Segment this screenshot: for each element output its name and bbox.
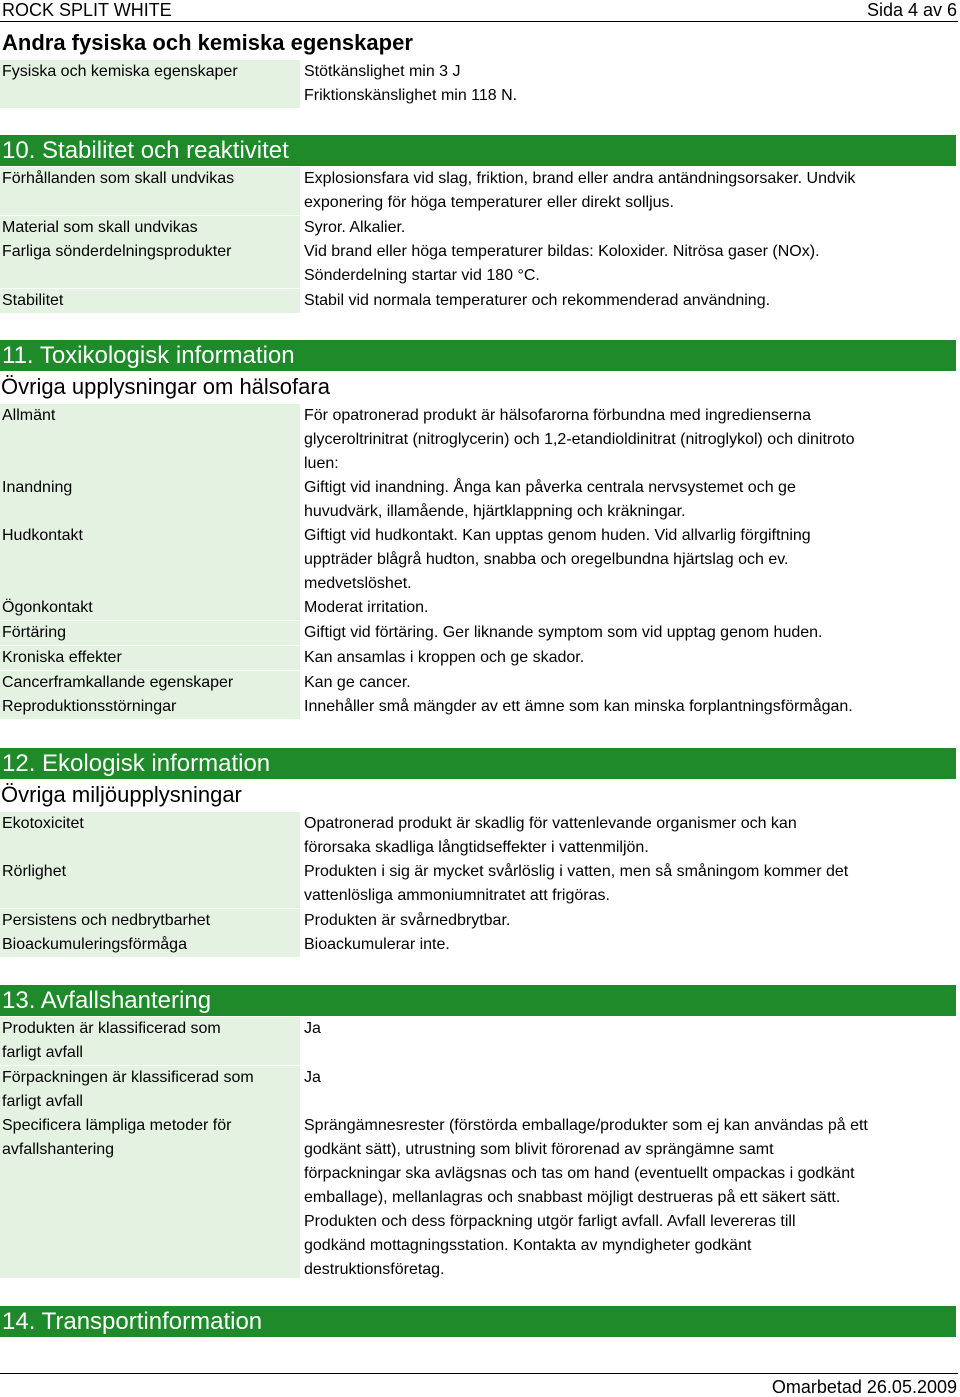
row-value: Produkten i sig är mycket svårlöslig i vatten, men så småningom kommer det vattenlösliga ammoniumnitratet att frigöras. xyxy=(304,863,849,904)
row-value: Giftigt vid förtäring. Ger liknande symptom som vid upptag genom huden. xyxy=(304,624,823,641)
table-row xyxy=(0,60,958,108)
table-row xyxy=(0,289,958,313)
table-row xyxy=(0,860,958,908)
row-label: Reproduktionsstörningar xyxy=(0,695,300,719)
row-value: Giftigt vid inandning. Ånga kan påverka centrala nervsystemet och ge huvudvärk, illamående, hjärtklappning och kräkningar. xyxy=(304,479,796,520)
product-name: ROCK SPLIT WHITE xyxy=(2,0,172,20)
section-11-title: 11. Toxikologisk information xyxy=(0,340,956,371)
table-row xyxy=(0,695,958,719)
table-row xyxy=(0,1066,958,1114)
table-row xyxy=(0,524,958,596)
section-13-title: 13. Avfallshantering xyxy=(0,985,956,1016)
row-value: Stötkänslighet min 3 J Friktionskänslighet min 118 N. xyxy=(304,63,518,104)
row-value: Produkten är svårnedbrytbar. xyxy=(304,912,511,929)
section-12-subtitle: Övriga miljöupplysningar xyxy=(1,782,242,807)
row-value: Kan ansamlas i kroppen och ge skador. xyxy=(304,649,585,666)
section-9-subtitle: Andra fysiska och kemiska egenskaper xyxy=(2,30,413,55)
table-row xyxy=(0,1017,958,1065)
table-row xyxy=(0,812,958,860)
row-label: Cancerframkallande egenskaper xyxy=(0,671,300,695)
row-value: Moderat irritation. xyxy=(304,599,429,616)
section-14-title: 14. Transportinformation xyxy=(0,1306,956,1337)
row-value: Opatronerad produkt är skadlig för vattenlevande organismer och kan förorsaka skadliga långtidseffekter i vattenmiljön. xyxy=(304,815,797,856)
table-row xyxy=(0,671,958,695)
row-value: Explosionsfara vid slag, friktion, brand eller andra antändningsorsaker. Undvik exponering för höga temperaturer eller direkt solljus. xyxy=(304,170,856,211)
row-value: Kan ge cancer. xyxy=(304,674,411,691)
row-label: Förtäring xyxy=(0,621,300,645)
row-label: Bioackumuleringsförmåga xyxy=(0,933,300,957)
row-value: Ja xyxy=(304,1020,321,1037)
row-label: Allmänt xyxy=(0,404,300,476)
page-number: Sida 4 av 6 xyxy=(866,0,957,20)
table-row xyxy=(0,216,958,240)
row-value: För opatronerad produkt är hälsofarorna förbundna med ingredienserna glyceroltrinitrat (nitroglycerin) och 1,2-etandioldinitrat (nitroglykol) och dinitroto luen: xyxy=(304,407,855,472)
row-label: Kroniska effekter xyxy=(0,646,300,670)
header-rule xyxy=(0,21,958,22)
section-10-title: 10. Stabilitet och reaktivitet xyxy=(0,135,956,166)
row-label: Farliga sönderdelningsprodukter xyxy=(0,240,300,288)
table-row xyxy=(0,909,958,933)
row-label: Inandning xyxy=(0,476,300,524)
table-row xyxy=(0,933,958,957)
row-label: Rörlighet xyxy=(0,860,300,908)
row-label: Stabilitet xyxy=(0,289,300,313)
row-label: Material som skall undvikas xyxy=(0,216,300,240)
row-label: Produkten är klassificerad som farligt avfall xyxy=(0,1017,300,1065)
row-value: Ja xyxy=(304,1069,321,1086)
table-row xyxy=(0,621,958,645)
row-value: Giftigt vid hudkontakt. Kan upptas genom huden. Vid allvarlig förgiftning uppträder blågrå hudton, snabba och oregelbundna hjärtslag och ev. medvetslöshet. xyxy=(304,527,811,592)
section-12-title: 12. Ekologisk information xyxy=(0,748,956,779)
row-label: Hudkontakt xyxy=(0,524,300,596)
footer-rule xyxy=(0,1373,958,1374)
table-row xyxy=(0,596,958,620)
section-11-subtitle: Övriga upplysningar om hälsofara xyxy=(1,374,330,399)
row-label: Persistens och nedbrytbarhet xyxy=(0,909,300,933)
row-value: Sprängämnesrester (förstörda emballage/produkter som ej kan användas på ett godkänt sätt), utrustning som blivit förorenad av sprängämne samt förpackningar ska avlägsnas och tas om hand (eventuellt ompackas i godkänt emballage), mellanlagras och snabbast möjligt destrueras på ett säkert sätt. Produkten och dess förpackning utgör farligt avfall. Avfall levereras till godkänd mottagningsstation. Kontakta av myndigheter godkänt destruktionsföretag. xyxy=(304,1117,868,1278)
row-label: Specificera lämpliga metoder för avfallshantering xyxy=(0,1114,300,1278)
row-label: Förhållanden som skall undvikas xyxy=(0,167,300,215)
table-row xyxy=(0,476,958,524)
row-value: Vid brand eller höga temperaturer bildas: Koloxider. Nitrösa gaser (NOx). Sönderdelning startar vid 180 °C. xyxy=(304,243,820,284)
row-label: Förpackningen är klassificerad som farligt avfall xyxy=(0,1066,300,1114)
row-label: Ekotoxicitet xyxy=(0,812,300,860)
row-value: Syror. Alkalier. xyxy=(304,219,406,236)
row-value: Bioackumulerar inte. xyxy=(304,936,450,953)
row-label: Ögonkontakt xyxy=(0,596,300,620)
row-value: Innehåller små mängder av ett ämne som kan minska forplantningsförmågan. xyxy=(304,698,853,715)
table-row xyxy=(0,646,958,670)
table-row xyxy=(0,1114,958,1278)
row-value: Stabil vid normala temperaturer och rekommenderad användning. xyxy=(304,292,771,309)
revision-date: Omarbetad 26.05.2009 xyxy=(771,1377,957,1397)
table-row xyxy=(0,240,958,288)
table-row xyxy=(0,167,958,215)
table-row xyxy=(0,404,958,476)
row-label: Fysiska och kemiska egenskaper xyxy=(0,60,300,108)
